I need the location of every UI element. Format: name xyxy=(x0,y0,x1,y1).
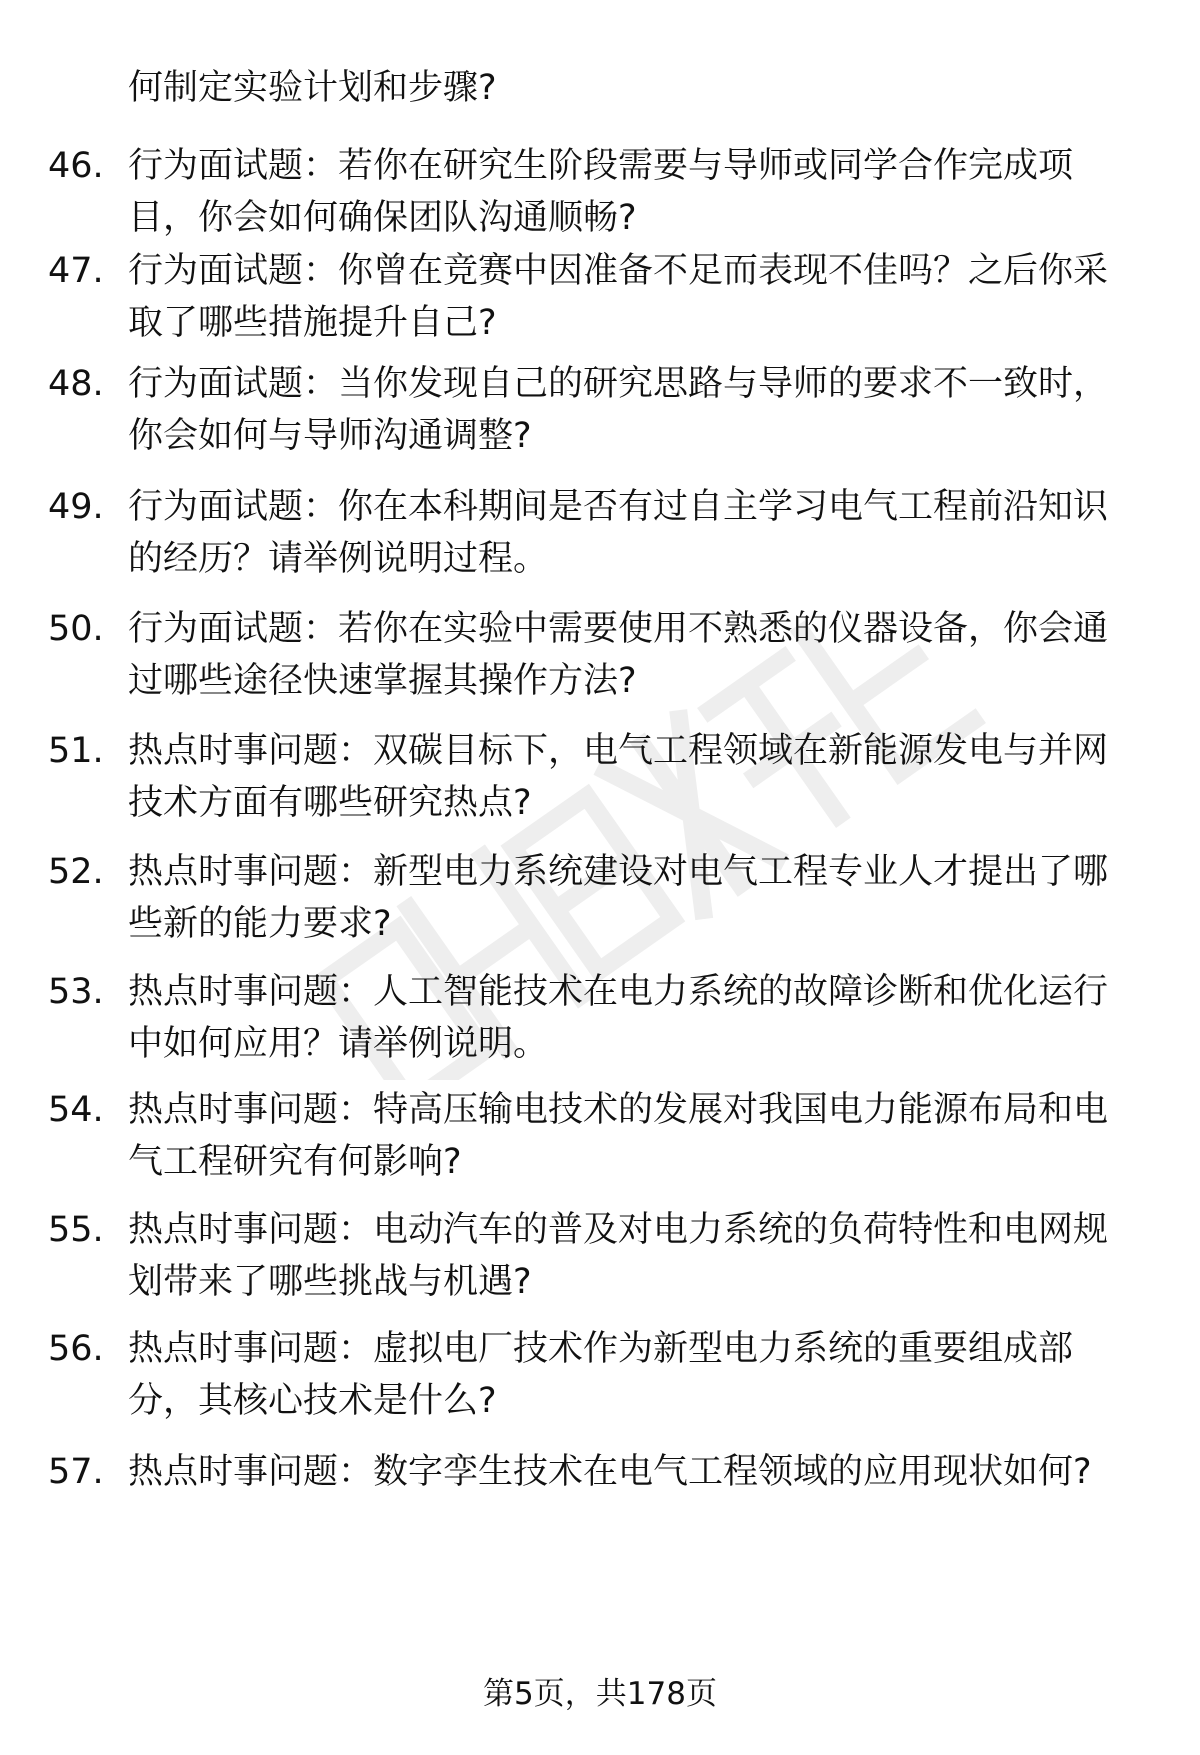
item-number: 57. xyxy=(48,1452,104,1492)
item-text: 热点时事问题：虚拟电厂技术作为新型电力系统的重要组成部分，其核心技术是什么? xyxy=(128,1329,1074,1421)
item-number: 49. xyxy=(48,487,104,527)
item-number: 50. xyxy=(48,609,104,649)
list-item xyxy=(48,358,1158,462)
page-footer: 第5页，共178页 xyxy=(483,1676,717,1712)
item-text: 行为面试题：若你在研究生阶段需要与导师或同学合作完成项目，你会如何确保团队沟通顺畅? xyxy=(128,146,1074,238)
list-item xyxy=(48,481,1158,585)
item-number: 48. xyxy=(48,364,104,404)
item-text: 行为面试题：你在本科期间是否有过自主学习电气工程前沿知识的经历？请举例说明过程。 xyxy=(128,487,1109,579)
item-text: 热点时事问题：双碳目标下，电气工程领域在新能源发电与并网技术方面有哪些研究热点? xyxy=(128,731,1109,823)
list-item xyxy=(48,1084,1158,1188)
item-number: 54. xyxy=(48,1090,104,1130)
item-text: 热点时事问题：电动汽车的普及对电力系统的负荷特性和电网规划带来了哪些挑战与机遇? xyxy=(128,1210,1109,1302)
item-text: 行为面试题：若你在实验中需要使用不熟悉的仪器设备，你会通过哪些途径快速掌握其操作方法? xyxy=(128,609,1109,701)
item-number: 47. xyxy=(48,251,104,291)
list-item xyxy=(48,1323,1158,1427)
list-item xyxy=(48,1446,1158,1498)
item-number: 46. xyxy=(48,146,104,186)
item-text: 热点时事问题：数字孪生技术在电气工程领域的应用现状如何? xyxy=(128,1452,1092,1492)
item-number: 51. xyxy=(48,731,104,771)
list-item xyxy=(48,140,1158,244)
list-item xyxy=(48,603,1158,707)
item-text: 行为面试题：你曾在竞赛中因准备不足而表现不佳吗？之后你采取了哪些措施提升自己? xyxy=(128,251,1109,343)
item-number: 53. xyxy=(48,972,104,1012)
list-item xyxy=(48,846,1158,950)
list-item xyxy=(48,1204,1158,1308)
item-text: 行为面试题：当你发现自己的研究思路与导师的要求不一致时，你会如何与导师沟通调整? xyxy=(128,364,1109,456)
list-item xyxy=(48,245,1158,349)
item-number: 56. xyxy=(48,1329,104,1369)
list-item xyxy=(48,966,1158,1070)
continuation-text: 何制定实验计划和步骤? xyxy=(128,68,497,108)
item-number: 52. xyxy=(48,852,104,892)
item-number: 55. xyxy=(48,1210,104,1250)
item-text: 热点时事问题：新型电力系统建设对电气工程专业人才提出了哪些新的能力要求? xyxy=(128,852,1109,944)
item-text: 热点时事问题：人工智能技术在电力系统的故障诊断和优化运行中如何应用？请举例说明。 xyxy=(128,972,1109,1064)
item-text: 热点时事问题：特高压输电技术的发展对我国电力能源布局和电气工程研究有何影响? xyxy=(128,1090,1109,1182)
list-item xyxy=(48,725,1158,829)
